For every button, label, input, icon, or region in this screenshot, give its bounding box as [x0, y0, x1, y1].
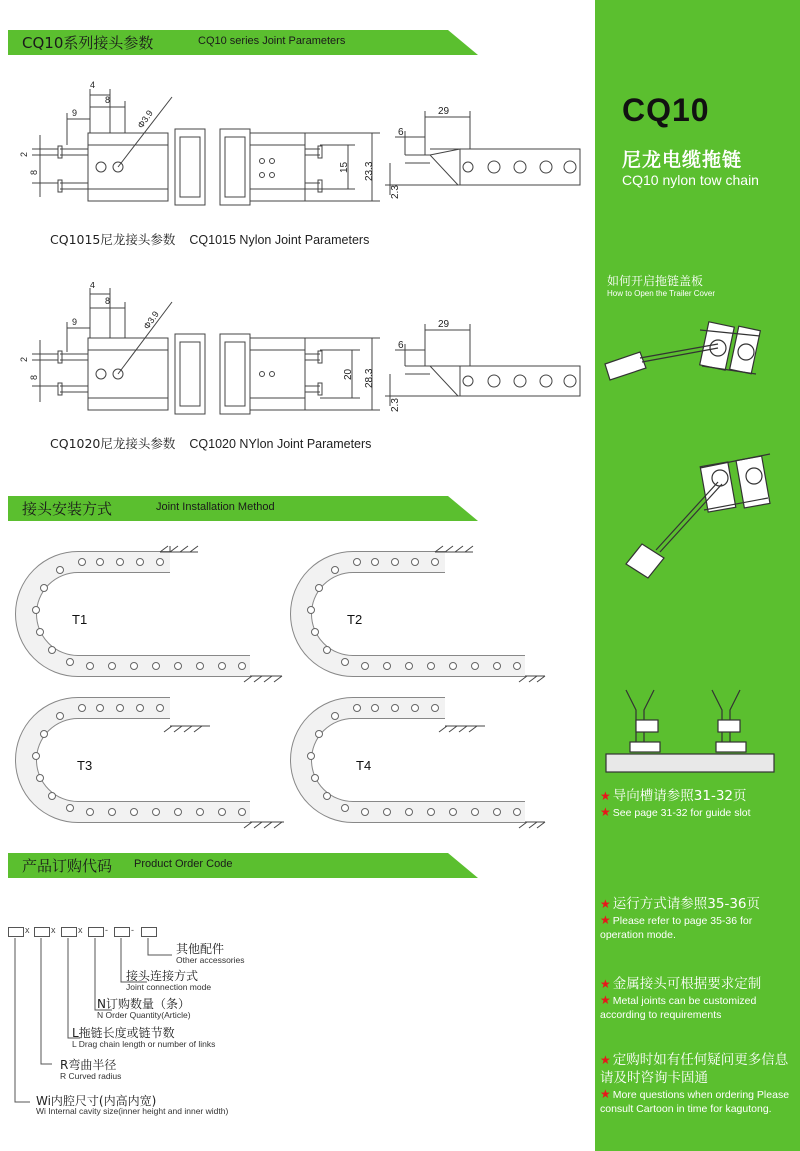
star-icon: ★	[600, 913, 611, 927]
cq1015-caption	[50, 230, 369, 248]
dim-4: 4	[90, 80, 96, 90]
order-sep: -	[105, 925, 108, 935]
dim-6: 6	[398, 340, 404, 351]
order-item-quantity-en: N Order Quantity(Article)	[97, 1010, 191, 1020]
star-icon: ★	[600, 805, 611, 819]
dim-8: 8	[105, 95, 111, 105]
cq1020-caption	[50, 434, 371, 452]
cq1020-caption-en: CQ1020 NYlon Joint Parameters	[189, 437, 372, 451]
install-banner	[8, 496, 478, 521]
cq1015-caption-en: CQ1015 Nylon Joint Parameters	[189, 233, 370, 247]
note-ordering-questions	[600, 1051, 792, 1116]
open-cover-illustration-2	[600, 440, 795, 590]
star-icon: ★	[600, 977, 611, 991]
dim-8: 8	[105, 296, 111, 306]
dim-8-side: 8	[29, 374, 39, 380]
dim-4: 4	[90, 282, 96, 290]
dim-23-3: 23.3	[364, 161, 375, 181]
install-label-t3: T3	[77, 758, 93, 773]
install-t2-diagram	[301, 546, 545, 682]
star-icon: ★	[600, 1053, 611, 1067]
dim-phi: Φ3.9	[141, 309, 161, 332]
order-item-cavity-en: Wi Internal cavity size(inner height and inner width)	[36, 1106, 229, 1116]
order-item-accessories-en: Other accessories	[176, 955, 245, 965]
product-title: CQ10	[622, 92, 710, 128]
order-item-joint-cn: 接头连接方式	[126, 969, 199, 983]
installation-diagrams	[0, 540, 595, 830]
install-label-t4: T4	[356, 758, 372, 773]
dim-2-3: 2.3	[390, 185, 401, 199]
dim-15: 15	[339, 161, 350, 173]
joint-plate	[88, 133, 168, 201]
star-icon: ★	[600, 897, 611, 911]
order-item-radius-cn: R弯曲半径	[60, 1058, 117, 1072]
dim-20: 20	[343, 368, 354, 380]
product-subtitle-en: CQ10 nylon tow chain	[622, 172, 759, 188]
dim-28-3: 28.3	[364, 368, 375, 388]
install-t4-diagram	[301, 705, 545, 829]
order-banner	[8, 853, 478, 878]
dim-2-3: 2.3	[390, 398, 401, 412]
dim-9: 9	[72, 317, 78, 327]
order-sep: -	[131, 925, 134, 935]
cq1015-drawing	[10, 75, 595, 225]
open-cover-title-cn: 如何开启拖链盖板	[607, 274, 704, 288]
star-icon: ★	[600, 993, 611, 1007]
install-label-t1: T1	[72, 612, 88, 627]
order-item-length-en: L Drag chain length or number of links	[72, 1039, 216, 1049]
guide-slot-illustration	[600, 680, 795, 780]
dim-29: 29	[438, 319, 450, 330]
install-title-cn: 接头安装方式	[22, 500, 113, 518]
install-label-t2: T2	[347, 612, 363, 627]
note-metal-joints-cn: 金属接头可根据要求定制	[612, 976, 762, 992]
note-guide-slot-cn: 导向槽请参照31-32页	[612, 788, 747, 804]
order-title-cn: 产品订购代码	[22, 857, 113, 875]
order-sep: x	[78, 925, 83, 935]
open-cover-illustration-1	[600, 300, 795, 400]
install-t1-diagram	[26, 546, 282, 682]
joint-params-title-en: CQ10 series Joint Parameters	[198, 35, 346, 47]
product-subtitle-cn: 尼龙电缆拖链	[622, 149, 743, 171]
order-item-cavity-cn: Wi内腔尺寸(内高内宽)	[36, 1094, 157, 1108]
joint-params-title-cn: CQ10系列接头参数	[22, 34, 154, 52]
note-operation-mode-cn: 运行方式请参照35-36页	[612, 896, 760, 912]
dim-2: 2	[19, 356, 29, 362]
order-sep: x	[51, 925, 56, 935]
note-operation-mode-en: Please refer to page 35-36 for operation mode.	[600, 915, 753, 941]
note-guide-slot-en: See page 31-32 for guide slot	[612, 807, 751, 819]
note-ordering-questions-en: More questions when ordering Please consult Cartoon in time for kagutong.	[600, 1089, 790, 1115]
cq1015-caption-cn: CQ1015尼龙接头参数	[50, 232, 176, 247]
cq1020-drawing	[10, 282, 595, 432]
note-ordering-questions-cn: 定购时如有任何疑问更多信息请及时咨询卡固通	[600, 1052, 789, 1086]
star-icon: ★	[600, 789, 611, 803]
note-operation-mode	[600, 895, 792, 942]
joint-params-banner	[8, 30, 478, 55]
order-title-en: Product Order Code	[134, 858, 233, 870]
open-cover-title-en: How to Open the Trailer Cover	[607, 289, 716, 298]
order-item-length-cn: L拖链长度或链节数	[72, 1026, 175, 1040]
order-code-leaders	[0, 930, 200, 1110]
cq1020-caption-cn: CQ1020尼龙接头参数	[50, 436, 176, 451]
order-sep: x	[25, 925, 30, 935]
dim-6: 6	[398, 127, 404, 138]
install-t3-diagram	[26, 705, 284, 829]
order-item-accessories-cn: 其他配件	[176, 942, 225, 956]
order-item-quantity-cn: N订购数量（条）	[97, 997, 190, 1011]
note-guide-slot	[600, 787, 792, 820]
note-metal-joints	[600, 975, 792, 1022]
order-item-joint-en: Joint connection mode	[126, 982, 212, 992]
dim-phi: Φ3.9	[135, 108, 155, 131]
order-item-radius-en: R Curved radius	[60, 1071, 122, 1081]
dim-8-side: 8	[29, 169, 39, 175]
dim-29: 29	[438, 106, 450, 117]
dim-2: 2	[19, 151, 29, 157]
install-title-en: Joint Installation Method	[156, 501, 275, 513]
note-metal-joints-en: Metal joints can be customized according to requirements	[600, 995, 757, 1021]
dim-9: 9	[72, 108, 78, 118]
star-icon: ★	[600, 1087, 611, 1101]
